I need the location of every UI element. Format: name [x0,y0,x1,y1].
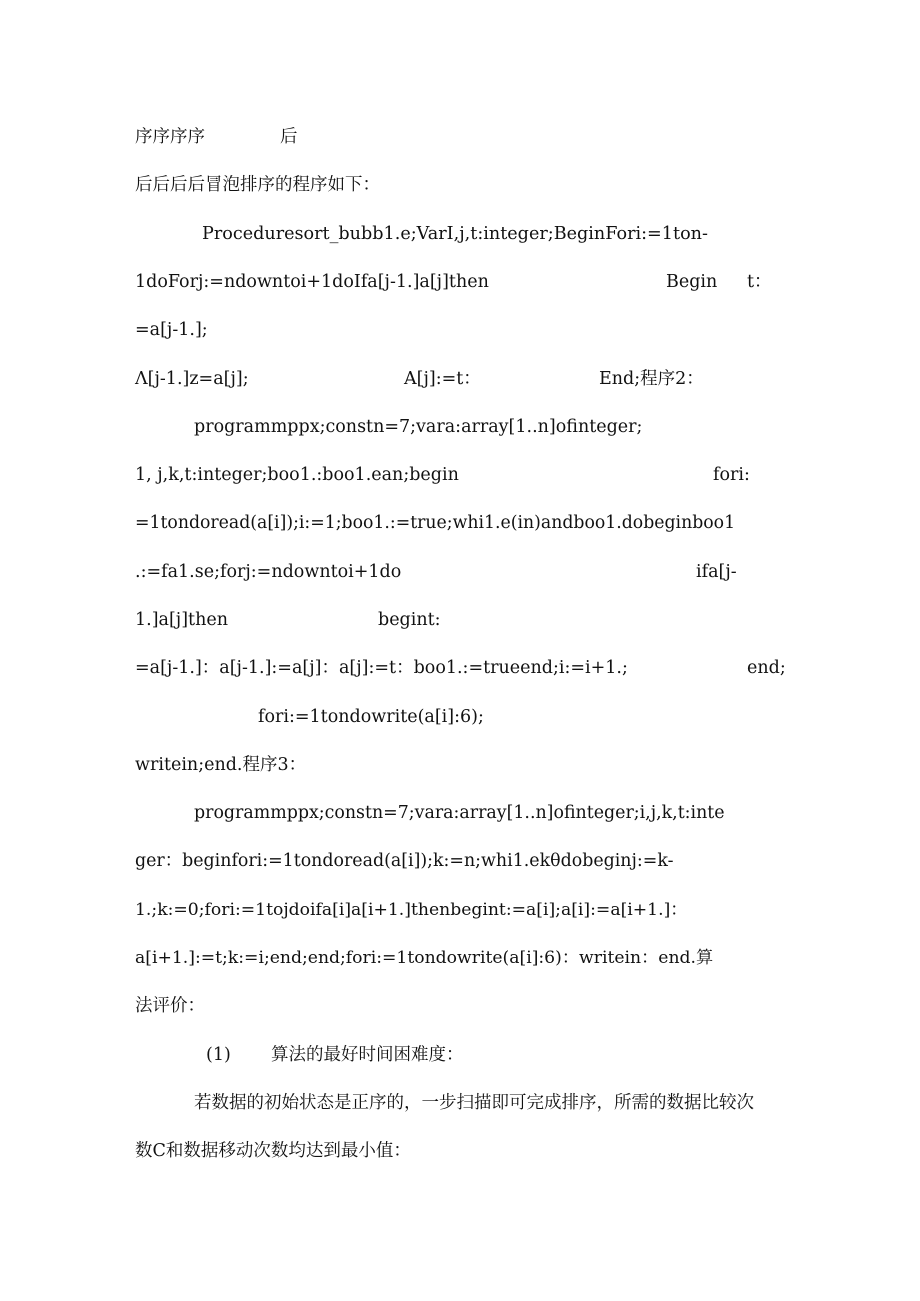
line-4-text-b: Begin [666,272,718,292]
doc-line-5 [0,316,920,344]
line-4-text-c: t： [747,272,772,292]
doc-line-14 [0,751,920,779]
doc-line-6 [0,365,920,393]
doc-line-4 [0,268,920,296]
line-12-text-b: end; [747,658,786,678]
line-19-text: 法评价： [135,996,205,1016]
line-13-text: fori:=1tondowrite(a[i]:6); [258,707,484,727]
line-14-text: writein;end.程序3： [135,755,307,775]
doc-line-1 [0,123,920,151]
line-8-text-a: 1, j,k,t:integer;boo1.:boo1.ean;begin [135,465,459,485]
line-22-text: 数C和数据移动次数均达到最小值： [135,1141,411,1161]
line-7-text: programmppx;constn=7;vara:array[1..n]ofinteger; [194,417,643,437]
line-6-text-b: A[j]:=t： [404,369,481,389]
line-12-text-a: =a[j-1.]：a[j-1.]:=a[j]：a[j]:=t：boo1.:=trueend;i:=i+1.; [135,658,628,678]
doc-line-12 [0,654,920,682]
doc-line-10 [0,558,920,586]
doc-line-20 [0,1041,920,1069]
line-5-text: =a[j-1.]; [135,320,208,340]
line-20-number: (1) [206,1045,231,1065]
doc-line-17 [0,896,920,924]
line-3-text: Proceduresort_bubb1.e;VarI,j,t:integer;BeginFori:=1ton- [202,224,708,244]
doc-line-8 [0,461,920,489]
line-10-text-a: .:=fa1.se;forj:=ndowntoi+1do [135,562,402,582]
doc-line-3 [0,220,920,248]
doc-line-16 [0,847,920,875]
line-9-text: =1tondoread(a[i]);i:=1;boo1.:=true;whi1.e(in)andboo1.dobeginboo1 [135,513,736,533]
line-1-text-a: 序序序序 [135,127,205,147]
doc-line-13 [0,703,920,731]
line-16-text: ger：beginfori:=1tondoread(a[i]);k:=n;whi1.ekθdobeginj:=k- [135,851,674,871]
line-20-heading: 算法的最好时间困难度： [271,1045,464,1065]
doc-line-11 [0,606,920,634]
doc-line-18 [0,944,920,972]
line-6-text-c: End;程序2： [599,369,704,389]
line-11-text-b: begint: [378,610,441,630]
doc-line-15 [0,799,920,827]
line-10-text-b: ifa[j- [696,562,737,582]
line-11-text-a: 1.]a[j]then [135,610,228,630]
line-18-text: a[i+1.]:=t;k:=i;end;end;fori:=1tondowrite(a[i]:6)：writein：end.算 [135,948,714,968]
doc-line-22 [0,1137,920,1165]
doc-line-21 [0,1089,920,1117]
doc-line-19 [0,992,920,1020]
doc-line-2 [0,171,920,199]
line-15-text: programmppx;constn=7;vara:array[1..n]ofinteger;i,j,k,t:inte [194,803,725,823]
line-6-text-a: Λ[j-1.]z=a[j]; [135,369,249,389]
doc-line-9 [0,509,920,537]
doc-line-7 [0,413,920,441]
line-2-text: 后后后后冒泡排序的程序如下： [135,175,380,195]
line-21-text: 若数据的初始状态是正序的，一步扫描即可完成排序，所需的数据比较次 [194,1093,754,1113]
line-17-text: 1.;k:=0;fori:=1tojdoifa[i]a[i+1.]thenbegint:=a[i];a[i]:=a[i+1.]： [135,900,688,920]
line-8-text-b: fori: [713,465,750,485]
line-1-text-b: 后 [280,127,298,147]
line-4-text-a: 1doForj:=ndowntoi+1doIfa[j-1.]a[j]then [135,272,489,292]
